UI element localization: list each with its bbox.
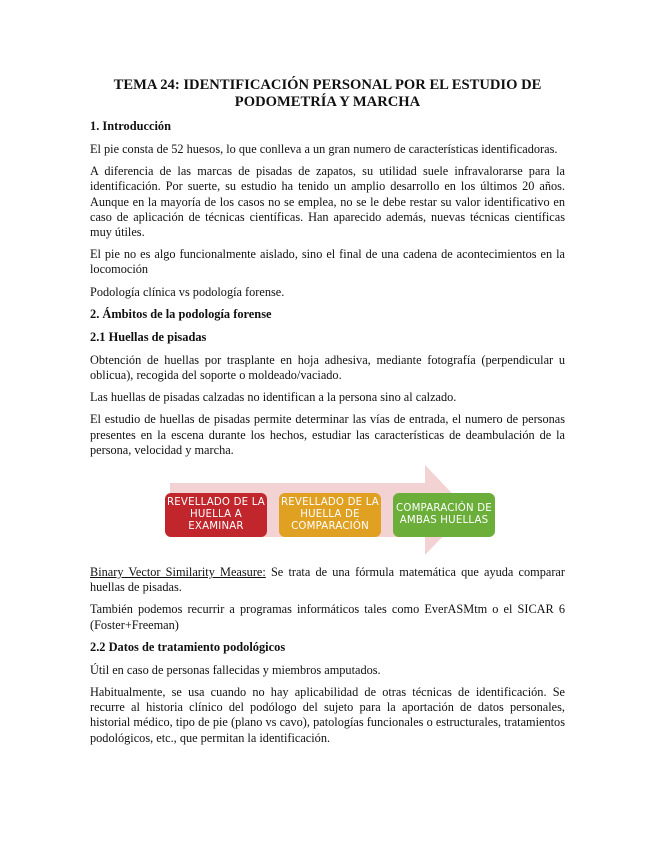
paragraph: Podología clínica vs podología forense. <box>90 284 285 299</box>
diagram-step-1-label: REVELLADO DE LA HUELLA A EXAMINAR <box>167 497 265 533</box>
section-heading-ambitos: 2. Ámbitos de la podología forense <box>90 306 272 321</box>
paragraph: Las huellas de pisadas calzadas no identifican a la persona sino al calzado. <box>90 390 457 405</box>
paragraph: Obtención de huellas por trasplante en hoja adhesiva, mediante fotografía (perpendicular u oblicua), recogida del soporte o moldeado/vaciado. <box>90 352 565 383</box>
diagram-step-1 <box>165 493 267 537</box>
paragraph: El pie no es algo funcionalmente aislado, sino el final de una cadena de acontecimientos en la locomoción <box>90 247 565 277</box>
paragraph-text: Se trata de una fórmula matemática que ayuda comparar huellas de pisadas. <box>90 565 565 595</box>
title-line-2: PODOMETRÍA Y MARCHA <box>234 94 421 110</box>
subsection-heading-datos: 2.2 Datos de tratamiento podológicos <box>90 639 286 654</box>
paragraph <box>90 565 565 595</box>
document-content <box>90 77 565 753</box>
process-diagram <box>90 465 565 555</box>
document-title <box>90 77 565 111</box>
section-heading-introduccion: 1. Introducción <box>90 119 172 133</box>
paragraph: El estudio de huellas de pisadas permite determinar las vías de entrada, el numero de personas presentes en la escena durante los hechos, estudiar las características de deambulación de la persona, velocidad y marcha. <box>90 412 565 457</box>
diagram-step-2 <box>279 493 381 537</box>
underlined-term: Binary Vector Similarity Measure: <box>90 565 266 580</box>
subsection-heading-huellas: 2.1 Huellas de pisadas <box>90 329 207 344</box>
diagram-step-3-label: COMPARACIÓN DE AMBAS HUELLAS <box>396 503 492 527</box>
diagram-step-3 <box>393 493 495 537</box>
title-line-1: TEMA 24: IDENTIFICACIÓN PERSONAL POR EL ESTUDIO DE <box>113 77 542 93</box>
paragraph: También podemos recurrir a programas informáticos tales como EverASMtm o el SICAR 6 (Foster+Freeman) <box>90 602 565 632</box>
paragraph: Útil en caso de personas fallecidas y miembros amputados. <box>90 662 381 677</box>
paragraph: Habitualmente, se usa cuando no hay aplicabilidad de otras técnicas de identificación. Se recurre al historia clínico del podólogo del sujeto para la aportación de datos personales, historial médico, tipo de pie (plano vs cavo), patologías funcionales o estructurales, tratamientos podológicos, etc., que permitan la identificación. <box>90 685 565 745</box>
diagram-step-2-label: REVELLADO DE LA HUELLA DE COMPARACIÓN <box>281 497 379 533</box>
paragraph: El pie consta de 52 huesos, lo que conlleva a un gran numero de características identificadoras. <box>90 142 558 156</box>
paragraph: A diferencia de las marcas de pisadas de zapatos, su utilidad suele infravalorarse para la identificación. Por suerte, su estudio ha tenido un amplio desarrollo en los últimos 20 años. Aunque en la mayoría de los casos no se emplea, no se le debe restar su valor identificativo en caso de aplicación de técnicas científicas. Han aparecido además, nuevas técnicas científicas muy útiles. <box>90 164 565 240</box>
